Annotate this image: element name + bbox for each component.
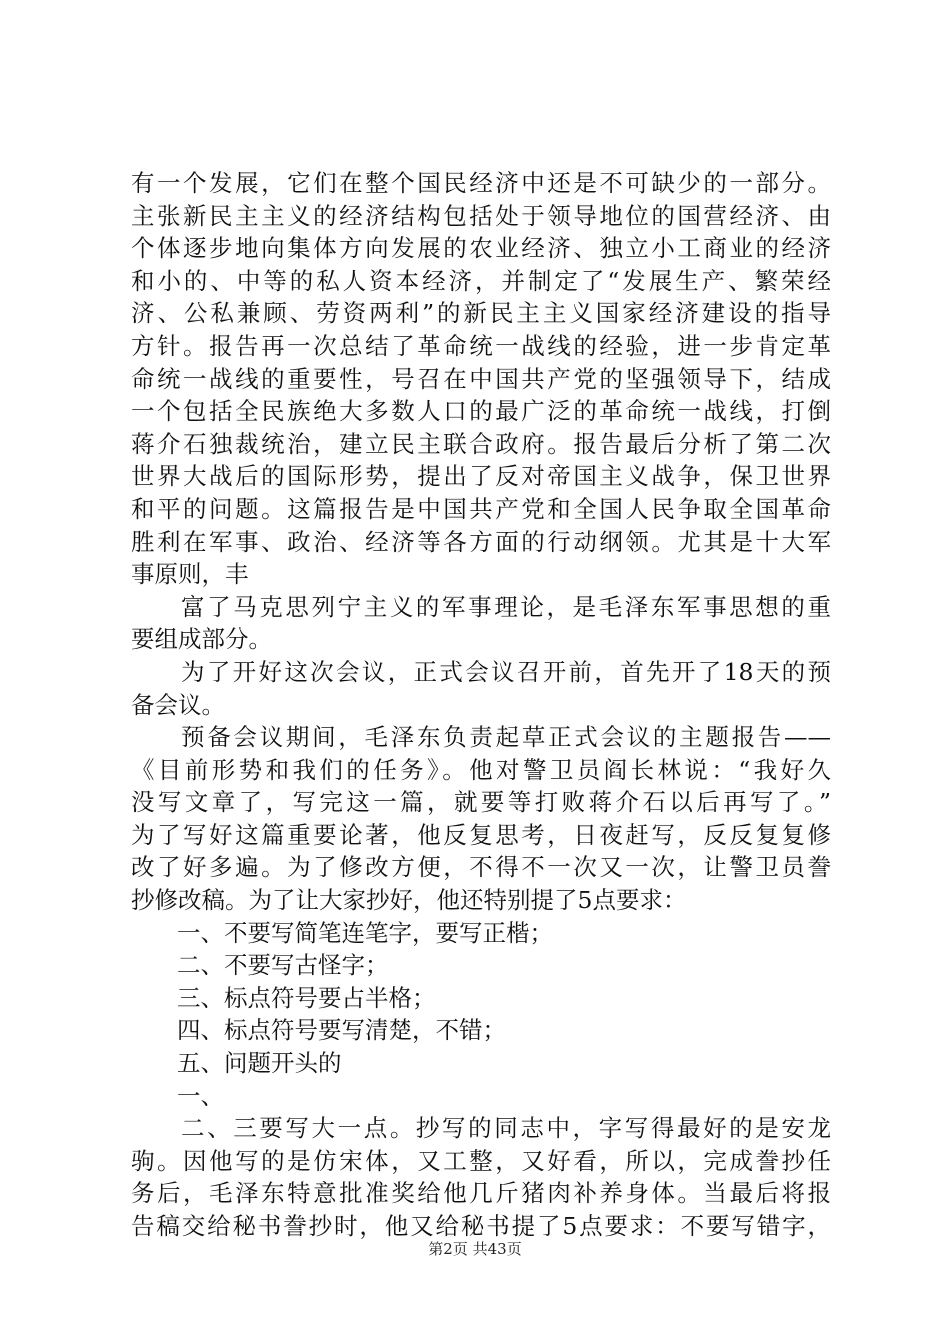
list-item: 一、 <box>177 1081 224 1110</box>
text-line: 为了写好这篇重要论著，他反复思考，日夜赶写，反反复复修 <box>131 820 831 849</box>
text-line: 要组成部分。 <box>131 625 272 654</box>
text-line: 二、三要写大一点。抄写的同志中，字写得最好的是安龙 <box>181 1114 831 1143</box>
document-body <box>131 167 831 1243</box>
text-line: 方针。报告再一次总结了革命统一战线的经验，进一步肯定革 <box>131 331 831 360</box>
list-item: 四、标点符号要写清楚，不错； <box>177 1016 506 1045</box>
text-line: 《目前形势和我们的任务》。他对警卫员阎长林说：“我好久 <box>131 755 831 784</box>
text-line: 驹。因他写的是仿宋体，又工整，又好看，所以，完成誊抄任 <box>131 1146 831 1175</box>
text-line: 告稿交给秘书誊抄时，他又给秘书提了5点要求：不要写错字， <box>131 1212 831 1240</box>
text-line: 改了好多遍。为了修改方便，不得不一次又一次，让警卫员誊 <box>131 853 831 882</box>
list-item: 二、不要写古怪字； <box>177 951 389 980</box>
text-line: 个体逐步地向集体方向发展的农业经济、独立小工商业的经济 <box>131 234 831 263</box>
text-line: 济、公私兼顾、劳资两利”的新民主主义国家经济建设的指导 <box>131 299 831 328</box>
text-line: 主张新民主主义的经济结构包括处于领导地位的国营经济、由 <box>131 201 831 230</box>
text-line: 蒋介石独裁统治，建立民主联合政府。报告最后分析了第二次 <box>131 429 831 458</box>
list-item: 一、不要写简笔连笔字，要写正楷； <box>177 918 553 947</box>
text-line: 和小的、中等的私人资本经济，并制定了“发展生产、繁荣经 <box>131 266 831 295</box>
text-line: 命统一战线的重要性，号召在中国共产党的坚强领导下，结成 <box>131 364 831 393</box>
text-line: 一个包括全民族绝大多数人口的最广泛的革命统一战线，打倒 <box>131 397 831 426</box>
page-number-footer: 第2页 共43页 <box>428 1240 522 1258</box>
text-line: 务后，毛泽东特意批准奖给他几斤猪肉补养身体。当最后将报 <box>131 1179 831 1208</box>
list-item: 三、标点符号要占半格； <box>177 983 436 1012</box>
text-line: 没写文章了，写完这一篇，就要等打败蒋介石以后再写了。” <box>131 788 831 817</box>
text-line: 富了马克思列宁主义的军事理论，是毛泽东军事思想的重 <box>181 592 831 621</box>
text-line: 事原则，丰 <box>131 560 249 589</box>
text-line: 为了开好这次会议，正式会议召开前，首先开了18天的预 <box>181 657 831 686</box>
text-line: 备会议。 <box>131 690 225 719</box>
text-line: 抄修改稿。为了让大家抄好，他还特别提了5点要求： <box>131 886 687 915</box>
list-item: 五、问题开头的 <box>177 1049 342 1078</box>
text-line: 和平的问题。这篇报告是中国共产党和全国人民争取全国革命 <box>131 494 831 523</box>
text-line: 预备会议期间，毛泽东负责起草正式会议的主题报告—— <box>181 723 831 752</box>
text-line: 世界大战后的国际形势，提出了反对帝国主义战争，保卫世界 <box>131 462 831 491</box>
text-line: 有一个发展，它们在整个国民经济中还是不可缺少的一部分。 <box>131 169 831 197</box>
text-line: 胜利在军事、政治、经济等各方面的行动纲领。尤其是十大军 <box>131 527 831 556</box>
